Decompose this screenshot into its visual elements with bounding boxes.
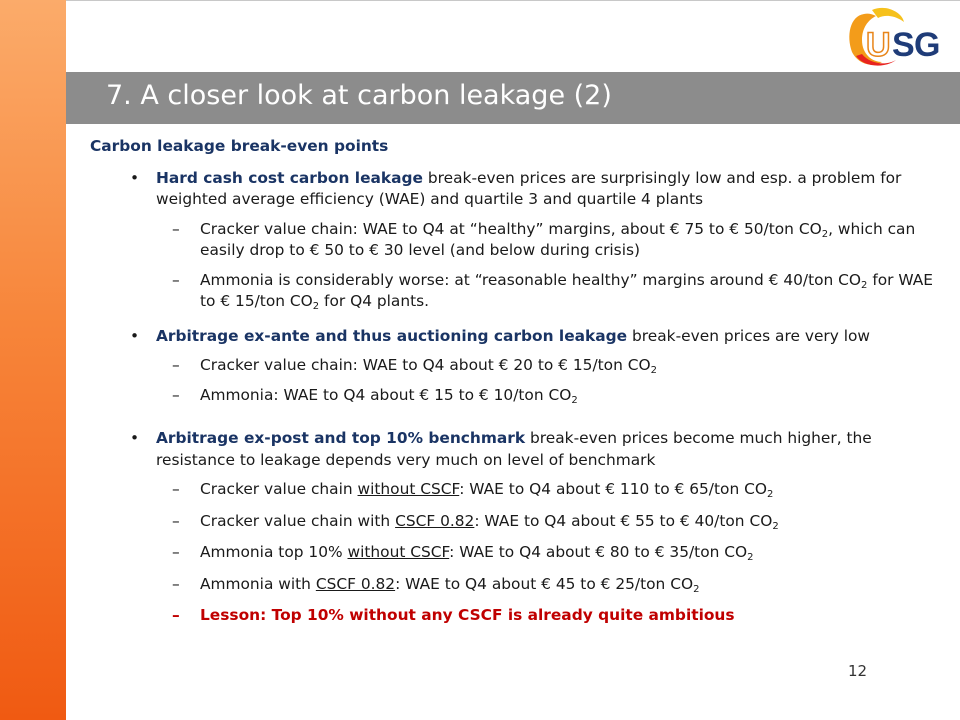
underlined-term: CSCF 0.82	[395, 511, 475, 530]
sub-text: : WAE to Q4 about € 45 to € 25/ton CO	[395, 574, 694, 593]
sub-bullet-cracker-ex-ante	[90, 355, 950, 377]
dash-marker: –	[172, 270, 180, 289]
sub-bullet-ammonia-cscf	[90, 574, 950, 596]
slide-content	[90, 136, 950, 627]
bullet-text: break-even prices become much higher, the resistance to leakage depends very much on level of benchmark	[156, 429, 872, 469]
sub-text: : WAE to Q4 about € 110 to € 65/ton CO	[459, 480, 767, 498]
sub-bullet-cracker-cscf	[90, 511, 950, 533]
subscript: 2	[650, 365, 657, 376]
dash-marker: –	[172, 385, 180, 404]
underlined-term: CSCF 0.82	[315, 574, 396, 593]
sub-bullet-cracker-healthy	[90, 219, 950, 262]
usg-logo	[842, 6, 942, 70]
sub-bullet-cracker-no-cscf	[90, 479, 950, 501]
sub-text: Cracker value chain: WAE to Q4 at “healthy” margins, about € 75 to € 50/ton CO	[200, 219, 822, 238]
sub-text: Cracker value chain	[200, 480, 358, 498]
slide-title: 7. A closer look at carbon leakage (2)	[106, 80, 612, 111]
dash-marker: –	[172, 480, 180, 498]
bullet-hard-cash	[90, 168, 950, 211]
dash-marker: –	[172, 356, 180, 374]
sub-text: : WAE to Q4 about € 55 to € 40/ton CO	[474, 511, 773, 530]
left-orange-band	[0, 0, 66, 720]
bullet-ex-post	[90, 428, 950, 471]
subscript: 2	[861, 279, 868, 291]
bullet-bold-text: Arbitrage ex-ante and thus auctioning carbon leakage	[156, 326, 628, 345]
title-bar	[66, 72, 960, 124]
bullet-bold-text: Hard cash cost carbon leakage	[156, 168, 423, 187]
subscript: 2	[766, 489, 774, 500]
subscript: 2	[772, 520, 779, 532]
underlined-term: without CSCF	[347, 543, 450, 561]
sub-text: Cracker value chain: WAE to Q4 about € 20 to € 15/ton CO	[200, 356, 651, 374]
underlined-term: without CSCF	[357, 480, 460, 498]
sub-text: for Q4 plants.	[319, 292, 430, 310]
bullet-marker: •	[130, 168, 140, 187]
sub-bullet-ammonia-worse	[90, 270, 950, 313]
sub-text: Ammonia is considerably worse: at “reasonable healthy” margins around € 40/ton CO	[200, 270, 862, 289]
page-number: 12	[848, 662, 868, 680]
subscript: 2	[821, 228, 829, 240]
section-heading: Carbon leakage break-even points	[90, 137, 389, 155]
sub-text: Ammonia with	[200, 574, 316, 593]
svg-text:G: G	[914, 26, 941, 64]
sub-bullet-ammonia-ex-ante	[90, 385, 950, 407]
sub-text: : WAE to Q4 about € 80 to € 35/ton CO	[449, 543, 748, 561]
sub-text: Cracker value chain with	[200, 511, 396, 530]
sub-text: Ammonia: WAE to Q4 about € 15 to € 10/ton CO	[200, 385, 572, 404]
bullet-marker: •	[130, 326, 140, 345]
sub-bullet-lesson	[90, 605, 950, 627]
lesson-text: Lesson: Top 10% without any CSCF is already quite ambitious	[200, 606, 735, 624]
dash-marker: –	[172, 606, 180, 624]
svg-text:S: S	[892, 26, 915, 64]
dash-marker: –	[172, 511, 180, 530]
subscript: 2	[747, 552, 754, 563]
sub-bullet-ammonia-no-cscf	[90, 542, 950, 564]
dash-marker: –	[172, 219, 180, 238]
dash-marker: –	[172, 574, 180, 593]
bullet-bold-text: Arbitrage ex-post and top 10% benchmark	[156, 429, 526, 447]
top-rule	[66, 0, 960, 1]
bullet-text: break-even prices are very low	[627, 326, 871, 345]
subscript: 2	[312, 301, 320, 312]
subscript: 2	[571, 394, 578, 406]
svg-text:U: U	[866, 26, 891, 64]
subscript: 2	[693, 583, 700, 595]
sub-text: , which can easily drop to € 50 to € 30 level (and below during crisis)	[200, 219, 916, 259]
bullet-marker: •	[130, 429, 140, 447]
sub-text: Ammonia top 10%	[200, 543, 348, 561]
sub-text: for WAE to € 15/ton CO	[200, 270, 933, 310]
dash-marker: –	[172, 543, 180, 561]
bullet-text: break-even prices are surprisingly low and esp. a problem for weighted average efficiency (WAE) and quartile 3 and quartile 4 plants	[156, 168, 902, 208]
bullet-ex-ante	[90, 326, 950, 348]
